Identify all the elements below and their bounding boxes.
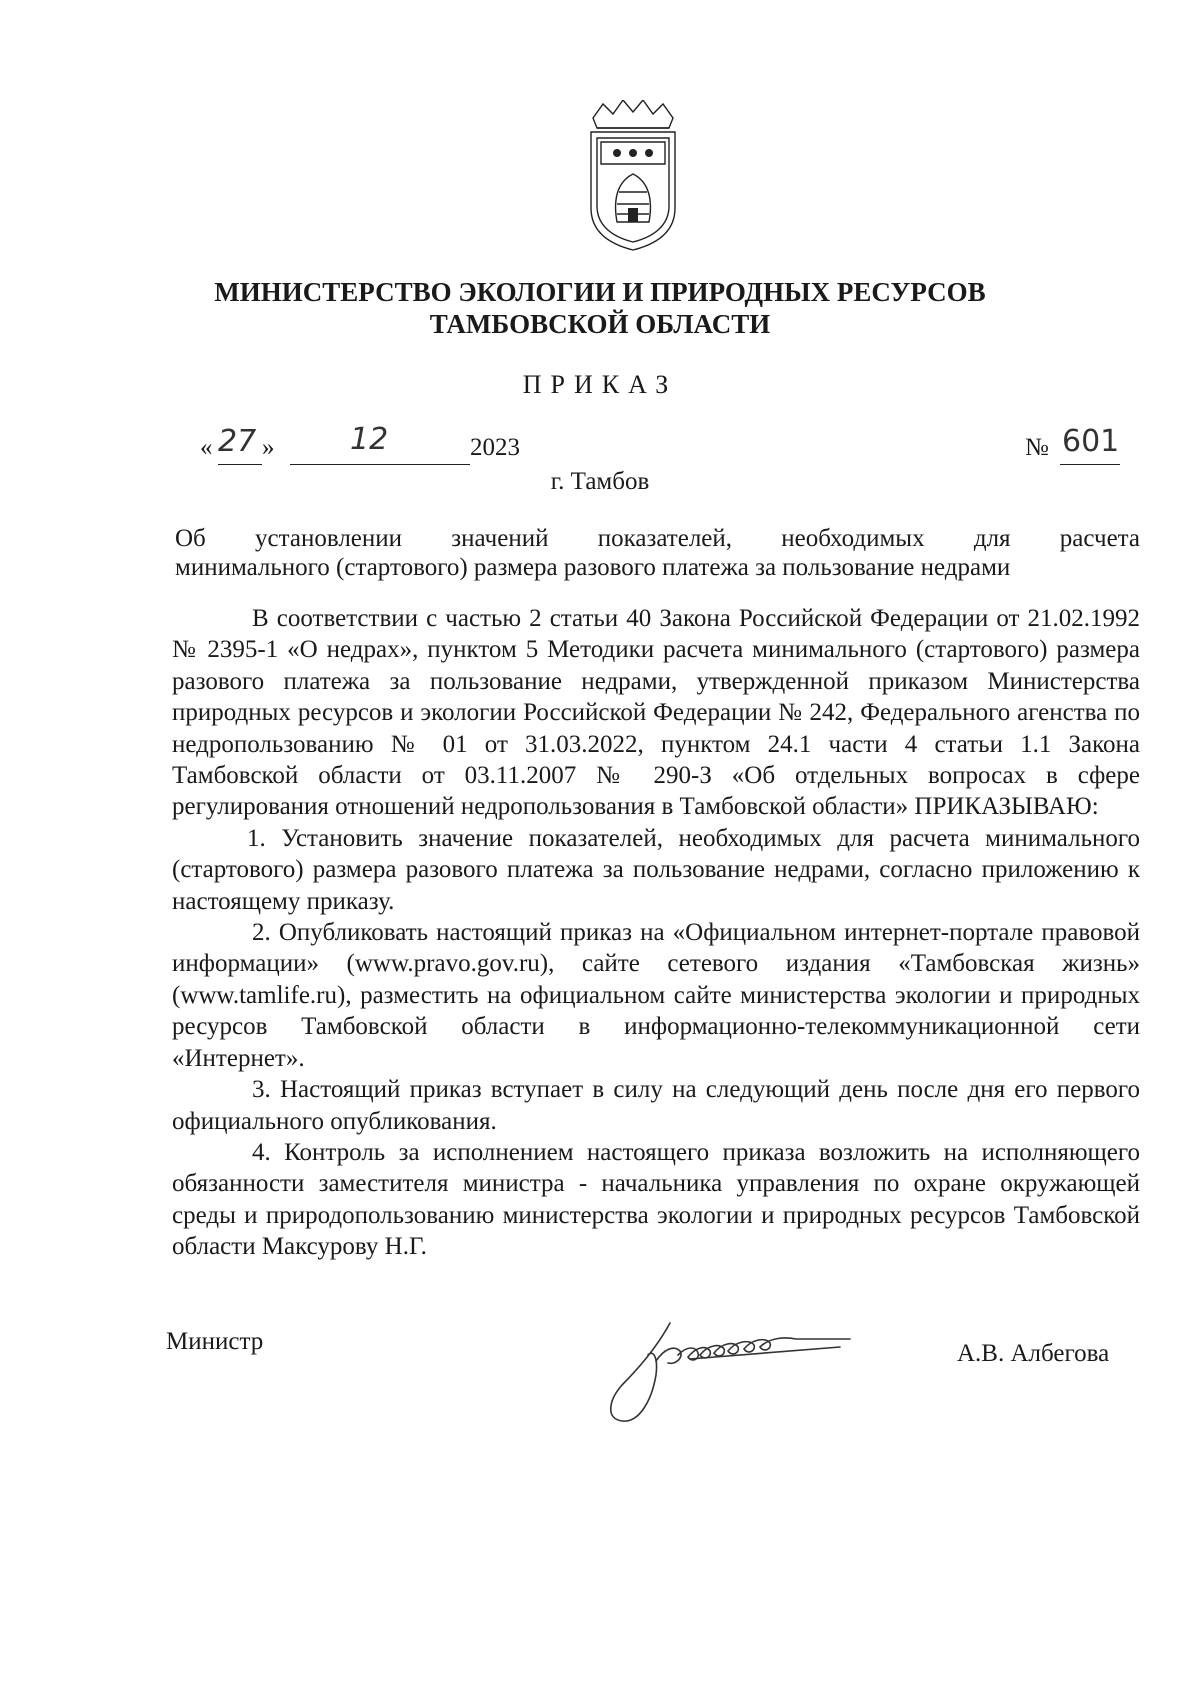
date-year: 2023	[470, 434, 520, 461]
month-underline	[290, 464, 470, 465]
date-month: 12	[350, 422, 389, 457]
date-day: 27	[218, 424, 257, 459]
organization-title-line1: МИНИСТЕРСТВО ЭКОЛОГИИ И ПРИРОДНЫХ РЕСУРСОВ	[214, 277, 986, 307]
number-underline	[1060, 464, 1120, 465]
number-sign: №	[1025, 434, 1049, 461]
order-body	[172, 603, 1140, 1263]
handwritten-signature	[600, 1315, 860, 1435]
date-quote-close: »	[262, 434, 275, 461]
order-subject	[175, 524, 1140, 582]
day-underline	[218, 464, 262, 465]
order-number-value: 601	[1062, 424, 1120, 459]
coat-of-arms-emblem	[583, 100, 683, 252]
subject-line1: Об установлении значений показателей, необходимых для расчета	[175, 525, 1140, 552]
signer-position: Министр	[166, 1328, 264, 1355]
organization-title	[150, 276, 1050, 340]
date-quote-open: «	[200, 434, 213, 461]
document-type: ПРИКАЗ	[522, 370, 678, 399]
order-number	[1025, 424, 1155, 464]
city: г. Тамбов	[550, 468, 650, 495]
item-2-paragraph: 2. Опубликовать настоящий приказ на «Официальном интернет-портале правовой информации» (www.pravo.gov.ru), сайте сетевого издания «Тамбовская жизнь» (www.tamlife.ru), разместить на официальном сайте министерства экологии и природных ресурсов Тамбовской области в информационно-телекоммуникационной сети «Интернет».	[172, 919, 1140, 1072]
organization-title-line2: ТАМБОВСКОЙ ОБЛАСТИ	[429, 309, 771, 339]
item-4-paragraph: 4. Контроль за исполнением настоящего приказа возложить на исполняющего обязанности заместителя министра - начальника управления по охране окружающей среды и природопользованию министерства экологии и природных ресурсов Тамбовской области Максурову Н.Г.	[172, 1138, 1140, 1261]
signer-name: А.В. Албегова	[957, 1340, 1110, 1367]
preamble-paragraph: В соответствии с частью 2 статьи 40 Закона Российской Федерации от 21.02.1992 № 2395-1 «О недрах», пунктом 5 Методики расчета минимального (стартового) размера разового платежа за пользование недрами, утвержденной приказом Министерства природных ресурсов и экологии Российской Федерации № 242, Федерального агенства по недропользованию № 01 от 31.03.2022, пунктом 24.1 части 4 статьи 1.1 Закона Тамбовской области от 03.11.2007 № 290-З «Об отдельных вопросах в сфере регулирования отношений недропользования в Тамбовской области» ПРИКАЗЫВАЮ:	[172, 605, 1140, 821]
order-date	[200, 424, 540, 464]
item-1-paragraph: 1. Установить значение показателей, необходимых для расчета минимального (стартового) размера разового платежа за пользование недрами, согласно приложению к настоящему приказу.	[172, 824, 1140, 915]
subject-line2: минимального (стартового) размера разового платежа за пользование недрами	[175, 554, 1011, 581]
item-3-paragraph: 3. Настоящий приказ вступает в силу на следующий день после дня его первого официального опубликования.	[172, 1076, 1140, 1135]
